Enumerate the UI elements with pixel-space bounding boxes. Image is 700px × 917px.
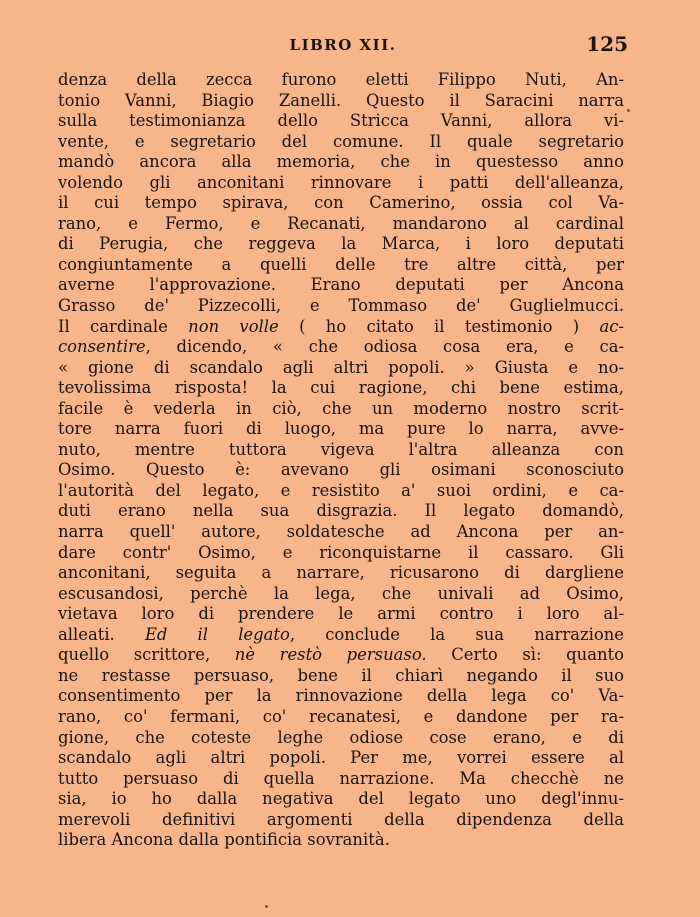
text-line xyxy=(58,543,624,564)
text-segment: escusandosi, perchè la lega, che univali ad Osimo, xyxy=(58,583,624,603)
text-segment: tonio Vanni, Biagio Zanelli. Questo il Saracini narra xyxy=(58,90,624,110)
text-segment: rano, co' fermani, co' recanatesi, e dandone per ra- xyxy=(58,706,624,726)
paper-speck xyxy=(265,905,268,908)
body-text xyxy=(58,70,624,851)
text-line xyxy=(58,399,624,420)
text-segment: quello scrittore, xyxy=(58,645,235,665)
text-line xyxy=(58,481,624,502)
italic-text-segment: consentire xyxy=(58,337,146,357)
text-segment: Grasso de' Pizzecolli, e Tommaso de' Guglielmucci. xyxy=(58,296,624,316)
text-segment: sia, io ho dalla negativa del legato uno degl'innu- xyxy=(58,789,624,809)
text-line xyxy=(58,275,624,296)
text-line xyxy=(58,522,624,543)
text-segment: duti erano nella sua disgrazia. Il legato domandò, xyxy=(58,501,624,521)
text-segment: il cui tempo spirava, con Camerino, ossia col Va- xyxy=(58,193,624,213)
text-segment: « gione di scandalo agli altri popoli. » Giusta e no- xyxy=(58,357,624,377)
text-segment: sulla testimonianza dello Stricca Vanni, allora vi- xyxy=(58,111,624,131)
text-segment: gione, che coteste leghe odiose cose erano, e di xyxy=(58,727,624,747)
text-segment: scandalo agli altri popoli. Per me, vorrei essere al xyxy=(58,748,624,768)
text-line xyxy=(58,625,624,646)
paper-speck xyxy=(627,109,630,112)
text-line xyxy=(58,173,624,194)
text-line xyxy=(58,810,624,831)
text-line xyxy=(58,317,624,338)
text-line xyxy=(58,666,624,687)
text-segment: di Perugia, che reggeva la Marca, i loro deputati xyxy=(58,234,624,254)
text-line xyxy=(58,604,624,625)
text-line xyxy=(58,296,624,317)
text-segment: Osimo. Questo è: avevano gli osimani sconosciuto xyxy=(58,460,624,480)
text-segment: consentimento per la rinnovazione della lega co' Va- xyxy=(58,686,624,706)
text-segment: vente, e segretario del comune. Il quale segretario xyxy=(58,131,624,151)
text-line xyxy=(58,111,624,132)
text-segment: narra quell' autore, soldatesche ad Ancona per an- xyxy=(58,522,624,542)
text-line xyxy=(58,707,624,728)
text-segment: vietava loro di prendere le armi contro i loro al- xyxy=(58,604,624,624)
running-head: LIBRO XII. xyxy=(289,36,397,54)
text-segment: facile è vederla in ciò, che un moderno nostro scrit- xyxy=(58,398,624,418)
text-line xyxy=(58,152,624,173)
text-line xyxy=(58,132,624,153)
text-segment: Il cardinale xyxy=(58,316,189,336)
page-number: 125 xyxy=(586,32,628,56)
text-line xyxy=(58,728,624,749)
text-line xyxy=(58,419,624,440)
text-segment: , dicendo, « che odiosa cosa era, e ca- xyxy=(145,337,624,357)
text-segment: anconitani, seguita a narrare, ricusarono di dargliene xyxy=(58,563,624,583)
text-line xyxy=(58,563,624,584)
text-segment: volendo gli anconitani rinnovare i patti dell'alleanza, xyxy=(58,172,624,192)
text-line xyxy=(58,337,624,358)
page-header xyxy=(58,32,628,62)
text-segment: ne restasse persuaso, bene il chiarì negando il suo xyxy=(58,665,624,685)
text-line xyxy=(58,440,624,461)
text-line xyxy=(58,378,624,399)
text-line xyxy=(58,91,624,112)
text-line xyxy=(58,460,624,481)
text-segment: denza della zecca furono eletti Filippo Nuti, An- xyxy=(58,70,624,89)
text-line xyxy=(58,501,624,522)
text-line xyxy=(58,193,624,214)
text-segment: tutto persuaso di quella narrazione. Ma checchè ne xyxy=(58,768,624,788)
text-line xyxy=(58,830,624,851)
text-segment: Certo sì: quanto xyxy=(426,645,624,665)
text-segment: , conclude la sua narrazione xyxy=(289,624,624,644)
italic-text-segment: nè restò persuaso. xyxy=(234,645,427,665)
text-segment: l'autorità del legato, e resistito a' suoi ordini, e ca- xyxy=(58,480,624,500)
text-line xyxy=(58,358,624,379)
italic-text-segment: non volle xyxy=(188,316,279,336)
text-line xyxy=(58,645,624,666)
text-segment: ( ho citato il testimonio ) xyxy=(278,316,600,336)
text-line xyxy=(58,748,624,769)
text-line xyxy=(58,234,624,255)
text-line xyxy=(58,255,624,276)
text-segment: dare contr' Osimo, e riconquistarne il cassaro. Gli xyxy=(58,542,624,562)
text-segment: merevoli definitivi argomenti della dipendenza della xyxy=(58,809,624,829)
text-line xyxy=(58,214,624,235)
text-line xyxy=(58,769,624,790)
text-segment: rano, e Fermo, e Recanati, mandarono al cardinal xyxy=(58,213,624,233)
text-line xyxy=(58,584,624,605)
text-segment: congiuntamente a quelli delle tre altre città, per xyxy=(58,254,624,274)
italic-text-segment: ac- xyxy=(599,316,624,336)
text-segment: alleati. xyxy=(58,624,145,644)
text-segment: mandò ancora alla memoria, che in questesso anno xyxy=(58,152,624,172)
text-segment: tore narra fuori di luogo, ma pure lo narra, avve- xyxy=(58,419,624,439)
text-segment: averne l'approvazione. Erano deputati per Ancona xyxy=(58,275,624,295)
text-line xyxy=(58,789,624,810)
text-segment: libera Ancona dalla pontificia sovranità. xyxy=(58,830,390,850)
italic-text-segment: Ed il legato xyxy=(144,624,290,644)
text-line xyxy=(58,686,624,707)
text-line xyxy=(58,70,624,91)
text-segment: nuto, mentre tuttora vigeva l'altra alleanza con xyxy=(58,439,624,459)
text-segment: tevolissima risposta! la cui ragione, chi bene estima, xyxy=(58,378,624,398)
